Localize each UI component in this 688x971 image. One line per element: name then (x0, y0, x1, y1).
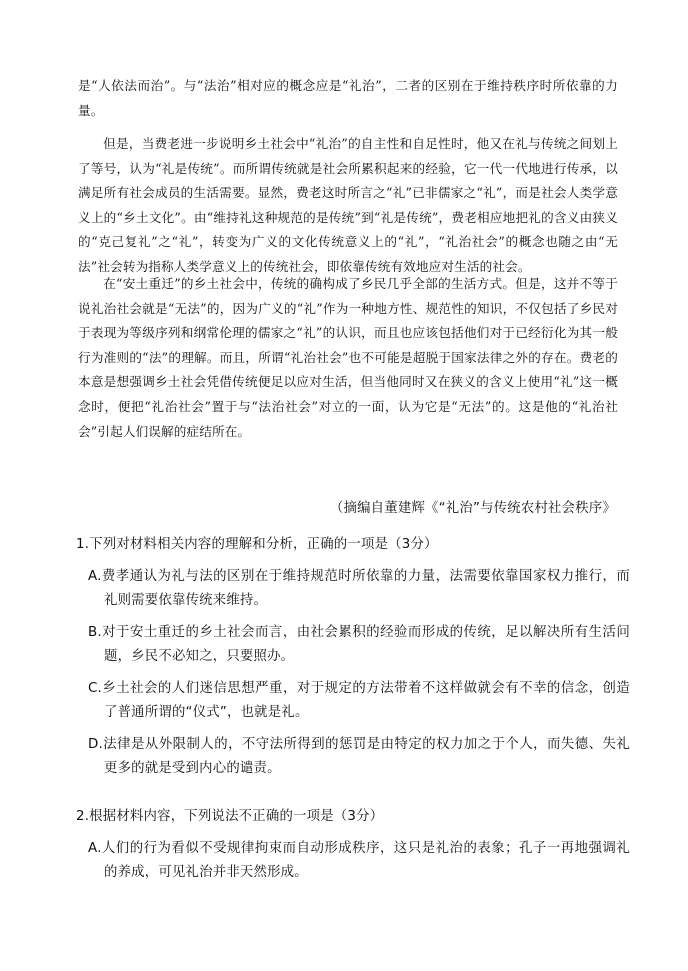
option-b: B.对于安土重迁的乡土社会而言，由社会累积的经验而形成的传统，足以解决所有生活问题，乡民不必知之，只要照办。 (88, 625, 630, 664)
question-2 (78, 805, 630, 893)
question-stem: 2.根据材料内容，下列说法不正确的一项是（3分） (76, 809, 384, 824)
option-a: A.费孝通认为礼与法的区别在于维持规范时所依靠的力量，法需要依靠国家权力推行，而礼则需要依靠传统来维持。 (88, 569, 630, 608)
option-d: D.法律是从外限制人的，不守法所得到的惩罚是由特定的权力加之于个人，而失德、失礼更多的就是受到内心的谴责。 (88, 737, 630, 776)
paragraph-text: 在“安土重迁”的乡土社会中，传统的确构成了乡民几乎全部的生活方式。但是，这并不等于说礼治社会就是“无法”的，因为广义的“礼”作为一种地方性、规范性的知识，不仅包括了乡民对于表现为等级序列和纲常伦理的儒家之“礼”的认识，而且也应该包括他们对于已经衍化为其一般行为准则的“法”的理解。而且，所谓“礼治社会”也不可能是超脱于国家法律之外的存在。费老的本意是想强调乡土社会凭借传统便足以应对生活，但当他同时又在狭义的含义上使用“礼”这一概念时，便把“礼治社会”置于与“法治社会”对立的一面，认为它是“无法”的。这是他的“礼治社会”引起人们误解的症结所在。 (78, 276, 618, 439)
option-a: A.人们的行为看似不受规律拘束而自动形成秩序，这只是礼治的表象；孔子一再地强调礼的养成，可见礼治并非天然形成。 (88, 841, 630, 880)
question-stem: 1.下列对材料相关内容的理解和分析，正确的一项是（3分） (76, 537, 438, 552)
article-paragraph-1 (78, 74, 618, 123)
paragraph-text: 但是，当费老进一步说明乡土社会中“礼治”的自主性和自足性时，他又在礼与传统之间划上了等号，认为“礼是传统”。而所谓传统就是社会所累积起来的经验，它一代一代地进行传承，以满足所有社会成员的生活需要。显然，费老这时所言之“礼”已非儒家之“礼”，而是社会人类学意义上的“乡土文化”。由“维持礼这种规范的是传统”到“礼是传统”，费老相应地把礼的含义由狭义的“克己复礼”之“礼”，转变为广义的文化传统意义上的“礼”，“礼治社会”的概念也随之由“无法”社会转为指称人类学意义上的传统社会，即依靠传统有效地应对生活的社会。 (78, 136, 618, 274)
option-c: C.乡土社会的人们迷信思想严重，对于规定的方法带着不这样做就会有不幸的信念，创造了普通所谓的“仪式”，也就是礼。 (88, 681, 630, 720)
article-paragraph-2 (78, 132, 618, 280)
source-citation: （摘编自董建辉《“礼治”与传统农村社会秩序》 (329, 501, 616, 516)
article-paragraph-3 (78, 272, 618, 444)
paragraph-text: 是“人依法而治”。与“法治”相对应的概念应是“礼治”，二者的区别在于维持秩序时所依靠的力量。 (78, 78, 618, 118)
question-1 (78, 533, 630, 789)
